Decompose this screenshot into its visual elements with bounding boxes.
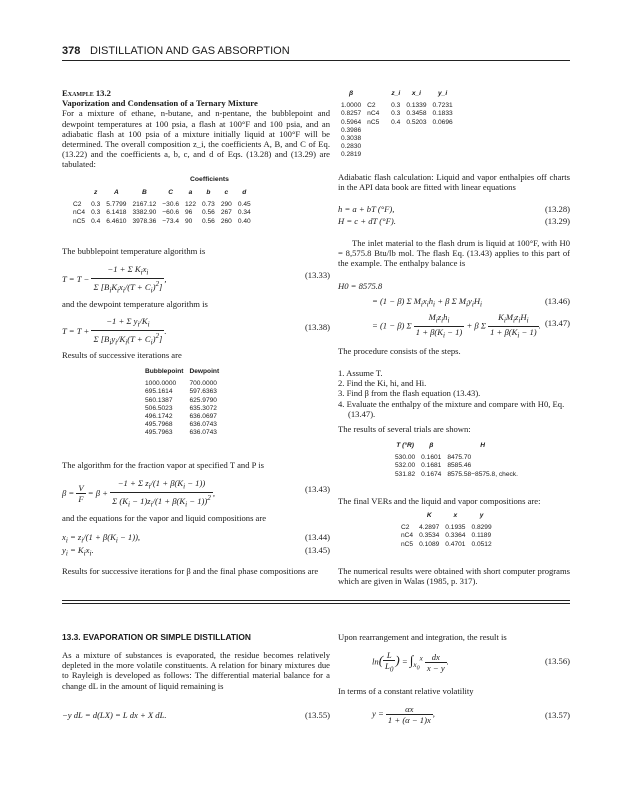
coef-header-row	[70, 189, 254, 197]
table-cell: −60.6	[162, 209, 179, 217]
table-cell: 0.8299	[471, 524, 492, 532]
results2-text: Results for successive iterations for β and the final phase compositions are	[62, 566, 319, 576]
table-cell: 0.3	[91, 201, 101, 209]
section-title: 13.3. EVAPORATION OR SIMPLE DISTILLATION	[62, 632, 251, 642]
procedure-steps	[338, 368, 570, 419]
table-cell: 496.1742	[145, 413, 173, 421]
walas-text: The numerical results were obtained with short computer programs which are given in Walas (1985, p. 317).	[338, 566, 570, 587]
trial-header: H	[480, 442, 486, 449]
table-row	[398, 541, 495, 549]
coef-header: A	[113, 189, 119, 196]
table-cell: 506.5023	[145, 404, 173, 412]
table-cell: 0.7231	[432, 102, 453, 110]
table-cell: 0.1674	[421, 470, 442, 478]
coef-header: a	[188, 189, 193, 196]
example-label: Example 13.2	[62, 88, 111, 98]
equation-13-43: β = $\frac{V}{F}$ = β + $\frac{-1 + \Sigma z_i/(1 + \beta(K_i - 1))}{\Sigma (K_i - 1)z_i/(1 + \beta(K_i - 1))^2}$ ,	[62, 478, 215, 509]
component-label: nC5	[401, 540, 414, 548]
component-label: nC4	[401, 532, 414, 540]
eq-number: (13.38)	[304, 322, 330, 332]
list-item: 1. Assume T.	[338, 368, 383, 378]
table-row	[338, 143, 456, 151]
table-cell: 122	[184, 201, 196, 209]
procedure-text: The procedure consists of the steps.	[338, 346, 461, 356]
table-cell: 0.34	[237, 209, 251, 217]
list-item: 2. Find the Ki, hi, and Hi.	[338, 378, 427, 389]
table-cell: 0.4	[91, 217, 101, 225]
table-cell: 4.2897	[419, 524, 440, 532]
table-cell: −30.6	[162, 201, 179, 209]
table-row	[338, 151, 456, 159]
coef-table	[70, 189, 254, 226]
table-cell: 8575.58−8575.8, check.	[447, 470, 518, 478]
table-cell: 531.82	[395, 470, 416, 478]
final-header: K	[426, 512, 432, 519]
table-cell: 0.4701	[445, 540, 466, 548]
table-cell: 1.0000	[341, 102, 362, 110]
table-row	[142, 429, 222, 437]
list-item: 4. Evaluate the enthalpy of the mixture and compare with H0, Eq. (13.47).	[338, 398, 565, 419]
composition-text: and the equations for the vapor and liquid compositions are	[62, 513, 267, 523]
table-cell: 6.4610	[106, 217, 127, 225]
table-row	[142, 421, 222, 429]
final-header: y	[479, 512, 484, 519]
table-row	[392, 471, 521, 479]
coef-table-title: Coefficients	[190, 176, 229, 183]
equation-13-55: −y dL = d(LX) = L dx + X dL.	[62, 710, 167, 720]
table-cell: −73.4	[162, 217, 179, 225]
eq-number: (13.55)	[304, 710, 330, 720]
equation-13-57: y = $\frac{\alpha x}{1 + (\alpha - 1)x}$ ,	[372, 704, 435, 726]
adiabatic-text: Adiabatic flash calculation: Liquid and vapor enthalpies off charts in the API data book are fitted with linear equations	[338, 172, 570, 193]
table-cell: 8585.46	[447, 462, 472, 470]
table-cell: 2167.12	[132, 201, 157, 209]
fraction-text: The algorithm for the fraction vapor at specified T and P is	[62, 460, 264, 470]
table-cell: 0.1089	[419, 540, 440, 548]
table-cell: 90	[184, 217, 193, 225]
component-label: nC4	[367, 110, 380, 118]
beta-header: x_i	[411, 90, 422, 97]
table-cell: 0.3364	[445, 532, 466, 540]
table-row	[338, 135, 456, 143]
table-cell: 0.3038	[341, 135, 362, 143]
beta-header: β	[349, 90, 354, 97]
table-cell: 0.1339	[406, 102, 427, 110]
final-text: The final VERs and the liquid and vapor compositions are:	[338, 496, 541, 506]
table-row	[70, 218, 254, 226]
table-row	[338, 127, 456, 135]
section-divider	[62, 600, 570, 601]
example-title: Vaporization and Condensation of a Ternary Mixture	[62, 98, 258, 109]
table-cell: 495.7963	[145, 429, 173, 437]
equation-13-29: H = c + dT (°F).	[338, 216, 396, 226]
table-cell: 0.0512	[471, 540, 492, 548]
table-cell: 530.00	[395, 454, 416, 462]
table-cell: 1000.0000	[145, 380, 177, 388]
trial-header: β	[429, 442, 434, 449]
coef-header: z	[94, 189, 98, 196]
beta-table	[338, 90, 456, 160]
table-cell: 0.3986	[341, 126, 362, 134]
table-row	[338, 102, 456, 110]
equation-13-44: $x_i = z_i/(1 + \beta(K_i - 1))$,	[62, 532, 141, 545]
coef-header: d	[242, 189, 247, 196]
table-cell: 0.5964	[341, 118, 362, 126]
table-cell: 260	[220, 217, 232, 225]
component-label: nC5	[367, 118, 380, 126]
table-cell: 0.3	[91, 209, 101, 217]
table-cell: 8475.70	[447, 454, 472, 462]
beta-header: z_i	[391, 90, 401, 97]
component-label: C2	[401, 524, 410, 532]
table-cell: 0.1935	[445, 524, 466, 532]
table-cell: 0.1601	[421, 454, 442, 462]
table-cell: 6.1418	[106, 209, 127, 217]
table-cell: 0.2819	[341, 151, 362, 159]
example-intro: For a mixture of ethane, n-butane, and n-pentane, the bubblepoint and dewpoint temperatures at 100 psia, a flash at 100°F and 100 psia, and an adiabatic flash at 100 psia of a mixture initially liquid at 100°F will be determined. The overall composition z_i, the coefficients A, B, and C of Eq. (13.22) and the coefficients a, b, c, and d of Eqs. (13.28) and (13.29) are tabulated:	[62, 108, 330, 170]
table-cell: 635.3072	[189, 404, 217, 412]
h0-value: H0 = 8575.8	[338, 281, 383, 291]
table-cell: 560.1387	[145, 396, 173, 404]
example-block	[62, 88, 330, 170]
table-cell: 0.5203	[406, 118, 427, 126]
equation-13-38: T = T + $\frac{-1 + \Sigma y_i/K_i}{\Sigma [B_iy_i/K_i(T + C_i)^2]}$ .	[62, 316, 167, 347]
table-cell: 700.0000	[189, 380, 217, 388]
iter-header: Bubblepoint	[145, 368, 184, 375]
eq-number: (13.44)	[304, 532, 330, 542]
table-cell: 3978.36	[132, 217, 157, 225]
header-rule	[62, 60, 570, 61]
table-row	[392, 462, 521, 470]
table-cell: 0.3458	[406, 110, 427, 118]
table-row	[142, 397, 222, 405]
eq-number: (13.56)	[544, 656, 570, 666]
final-table	[398, 512, 495, 549]
trial-table	[392, 442, 521, 479]
component-label: C2	[367, 102, 376, 110]
table-cell: 495.7968	[145, 421, 173, 429]
beta-header: y_i	[438, 90, 448, 97]
trials-text: The results of several trials are shown:	[338, 424, 471, 434]
trial-header: T (°R)	[396, 442, 414, 449]
equation-13-46: = (1 − β) Σ $M_ix_ih_i + \beta$ Σ $M_iy_iH_i$	[372, 296, 483, 309]
page-number: 378	[62, 45, 81, 57]
eq-number: (13.46)	[544, 296, 570, 306]
component-label: nC4	[73, 209, 86, 217]
table-cell: 0.45	[237, 201, 251, 209]
table-cell: 597.6363	[189, 388, 217, 396]
table-cell: 0.0696	[432, 118, 453, 126]
table-cell: 636.0743	[189, 421, 217, 429]
eq-number: (13.47)	[544, 318, 570, 328]
dew-text: and the dewpoint temperature algorithm is	[62, 299, 208, 309]
table-row	[142, 413, 222, 421]
table-cell: 636.0697	[189, 413, 217, 421]
bubble-text: The bubblepoint temperature algorithm is	[62, 246, 206, 256]
coef-header: c	[224, 189, 229, 196]
relvol-text: In terms of a constant relative volatility	[338, 686, 474, 696]
table-cell: 0.2830	[341, 143, 362, 151]
table-row	[70, 201, 254, 209]
table-row	[398, 532, 495, 540]
equation-13-45: $y_i = K_ix_i$.	[62, 545, 94, 558]
table-cell: 0.3	[391, 102, 401, 110]
component-label: nC5	[73, 217, 86, 225]
table-row	[70, 209, 254, 217]
table-cell: 636.0743	[189, 429, 217, 437]
table-cell: 0.3534	[419, 532, 440, 540]
table-cell: 0.1681	[421, 462, 442, 470]
table-cell: 0.40	[237, 217, 251, 225]
running-title: DISTILLATION AND GAS ABSORPTION	[90, 45, 290, 57]
eq-number: (13.33)	[304, 270, 330, 280]
eq-number: (13.28)	[544, 204, 570, 214]
list-item: 3. Find β from the flash equation (13.43).	[338, 388, 481, 399]
table-row	[398, 524, 495, 532]
iteration-table	[142, 368, 222, 438]
table-cell: 625.9790	[189, 396, 217, 404]
table-cell: 0.4	[391, 118, 401, 126]
coef-header: b	[206, 189, 211, 196]
table-row	[392, 454, 521, 462]
rearrange-text: Upon rearrangement and integration, the result is	[338, 632, 507, 642]
eq-number: (13.29)	[544, 216, 570, 226]
equation-13-56: ln( $\frac{L}{L_0}$ ) = $\int_{x_0}^x$ $\frac{dx}{x - y}$ .	[372, 650, 449, 674]
table-cell: 0.8257	[341, 110, 362, 118]
table-cell: 695.1614	[145, 388, 173, 396]
section-body: As a mixture of substances is evaporated, the residue becomes relatively depleted in the more volatile constituents. A relation for binary mixtures due to Rayleigh is developed as follows: The differential material balance for a change dL in the amount of liquid remaining is	[62, 650, 330, 691]
table-cell: 0.73	[202, 201, 215, 209]
table-cell: 0.56	[202, 209, 215, 217]
coef-header: C	[168, 189, 174, 196]
equation-13-33: T = T − $\frac{-1 + \Sigma K_ix_i}{\Sigma [B_iK_ix_i/(T + C_i)^2]}$ ,	[62, 264, 167, 295]
table-cell: 0.1833	[432, 110, 453, 118]
table-row	[142, 388, 222, 396]
table-row	[142, 380, 222, 388]
table-cell: 532.00	[395, 462, 416, 470]
inlet-text: The inlet material to the flash drum is liquid at 100°F, with H0 = 8,575.8 Btu/lb mol. The flash Eq. (13.43) applies to this part of the example. The enthalpy balance is	[338, 238, 570, 269]
results-text: Results of successive iterations are	[62, 350, 182, 360]
table-row	[338, 110, 456, 118]
iter-header: Dewpoint	[189, 368, 220, 375]
table-cell: 3382.90	[132, 209, 157, 217]
table-cell: 0.3	[391, 110, 401, 118]
table-row	[338, 119, 456, 127]
equation-13-47: = (1 − β) Σ $\frac{M_iz_ih_i}{1 + \beta(K_i - 1)}$ + β Σ $\frac{K_iM_iz_iH_i}{1 + \beta(K_i - 1)}$ .	[372, 312, 541, 340]
final-header: x	[453, 512, 458, 519]
table-cell: 267	[220, 209, 232, 217]
eq-number: (13.57)	[544, 710, 570, 720]
table-cell: 5.7799	[106, 201, 127, 209]
coef-header: B	[141, 189, 147, 196]
section-divider	[62, 603, 570, 604]
eq-number: (13.43)	[304, 484, 330, 494]
component-label: C2	[73, 201, 82, 209]
equation-13-28: h = a + bT (°F),	[338, 204, 395, 214]
table-cell: 96	[184, 209, 193, 217]
table-cell: 0.56	[202, 217, 215, 225]
table-cell: 0.1189	[471, 532, 492, 540]
table-row	[142, 405, 222, 413]
eq-number: (13.45)	[304, 545, 330, 555]
table-cell: 290	[220, 201, 232, 209]
